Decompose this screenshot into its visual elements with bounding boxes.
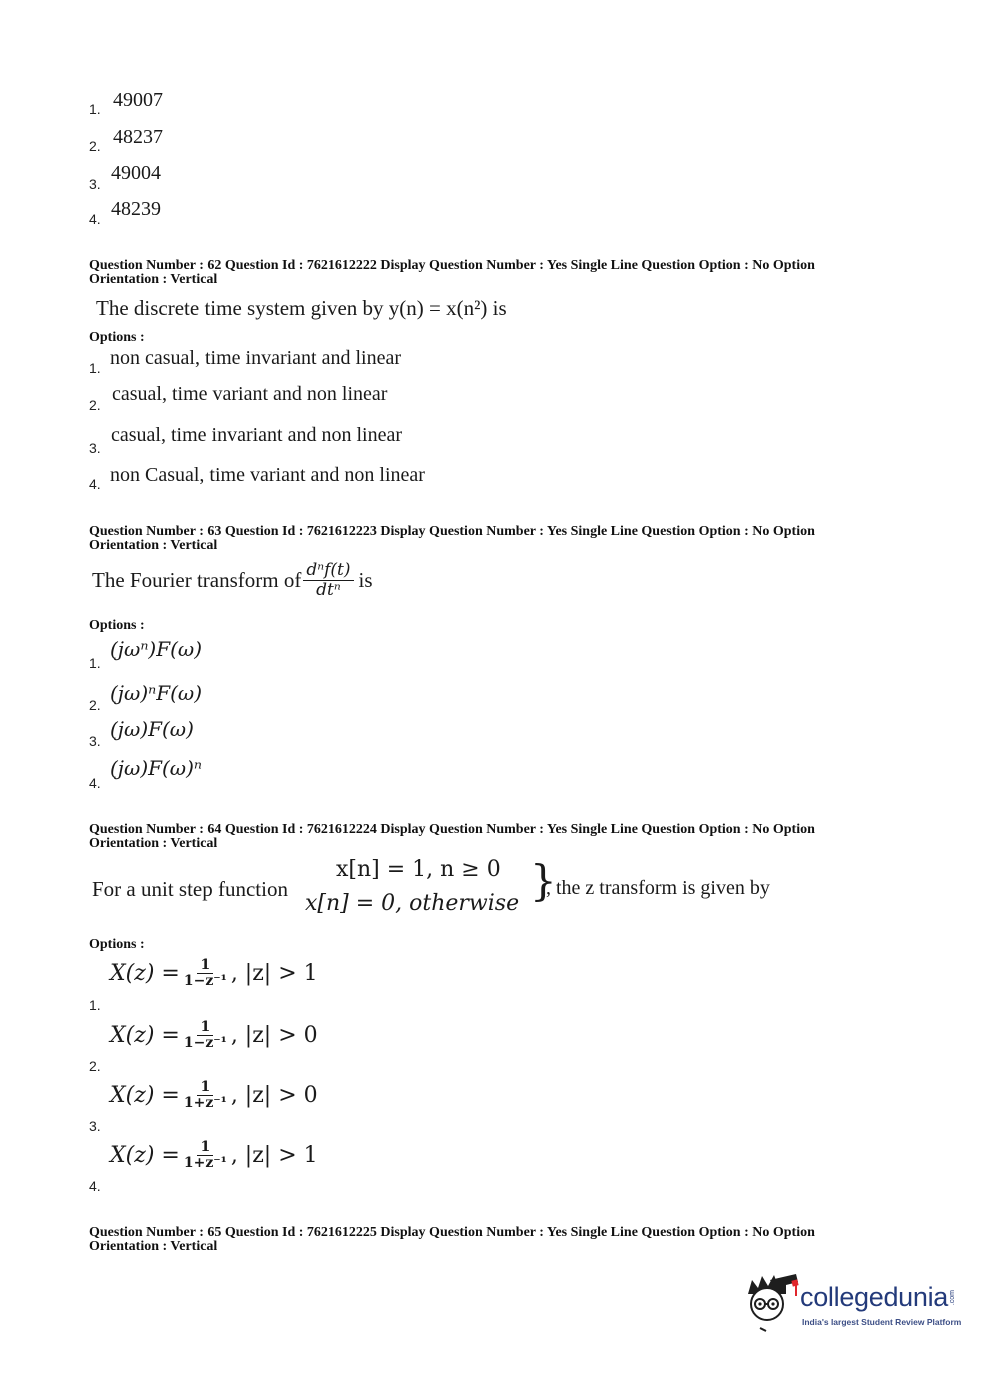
formula-rhs: , |z| > 0 — [230, 1083, 318, 1109]
formula-lhs: X(z) = — [110, 1143, 180, 1169]
logo-wordmark — [800, 1282, 956, 1313]
formula-rhs: , |z| > 1 — [230, 961, 318, 987]
question-text: The discrete time system given by y(n) = x(n²) is — [96, 296, 507, 320]
formula-lhs: X(z) = — [110, 961, 180, 987]
option-formula: (jω)F(ω) — [110, 717, 194, 741]
question-meta: Question Number : 63 Question Id : 7621612223 Display Question Number : Yes Single Line Question Option : No Option — [89, 524, 815, 539]
option-number: 3. — [89, 176, 101, 192]
student-mascot-icon — [742, 1272, 800, 1338]
option-number: 3. — [89, 733, 101, 749]
fraction-numerator: 1 — [197, 1140, 213, 1156]
option-number: 1. — [89, 101, 101, 117]
fraction-denominator: dtⁿ — [316, 579, 341, 600]
option-number: 4. — [89, 211, 101, 227]
options-label: Options : — [89, 937, 145, 952]
option-number: 2. — [89, 397, 101, 413]
question-text-pre: The Fourier transform of — [92, 567, 302, 592]
option-number: 4. — [89, 1178, 101, 1194]
fraction-numerator: 1 — [197, 1020, 213, 1036]
logo-tagline: India's largest Student Review Platform — [802, 1317, 962, 1327]
option-text: non casual, time invariant and linear — [110, 347, 402, 369]
question-text-post: , the z transform is given by — [546, 877, 770, 899]
formula-rhs: , |z| > 0 — [230, 1023, 318, 1049]
formula-fraction — [184, 1140, 227, 1172]
option-number: 3. — [89, 440, 101, 456]
question-meta: Question Number : 62 Question Id : 7621612222 Display Question Number : Yes Single Line Question Option : No Option — [89, 258, 815, 273]
option-text: casual, time invariant and non linear — [111, 424, 403, 446]
option-formula: (jω)ⁿF(ω) — [110, 681, 203, 705]
fraction-denominator: 1−z⁻¹ — [183, 973, 227, 990]
formula-rhs: , |z| > 1 — [230, 1143, 318, 1169]
option-number: 2. — [89, 138, 101, 154]
option-formula — [110, 1080, 318, 1112]
option-text: casual, time variant and non linear — [112, 383, 388, 405]
logo-tld: .com — [949, 1290, 957, 1306]
collegedunia-logo — [742, 1272, 972, 1338]
question-meta: Question Number : 64 Question Id : 7621612224 Display Question Number : Yes Single Line Question Option : No Option — [89, 822, 815, 837]
formula-fraction — [184, 958, 227, 990]
option-number: 2. — [89, 1058, 101, 1074]
option-text: non Casual, time variant and non linear — [110, 464, 425, 486]
fraction-numerator: 1 — [197, 958, 213, 974]
question-text-pre: For a unit step function — [92, 877, 288, 901]
option-formula — [110, 958, 318, 990]
option-formula — [110, 1020, 318, 1052]
option-text: 48237 — [113, 126, 163, 148]
formula-fraction — [184, 1080, 227, 1112]
option-number: 1. — [89, 655, 101, 671]
option-formula — [110, 1140, 318, 1172]
piecewise-case-1: x[n] = 1, n ≥ 0 — [336, 857, 501, 882]
fraction-numerator: dⁿf(t) — [303, 561, 353, 581]
derivative-fraction — [303, 561, 353, 599]
question-meta-orientation: Orientation : Vertical — [89, 538, 218, 553]
fraction-denominator: 1−z⁻¹ — [183, 1035, 227, 1052]
formula-lhs: X(z) = — [110, 1023, 180, 1049]
question-meta: Question Number : 65 Question Id : 7621612225 Display Question Number : Yes Single Line Question Option : No Option — [89, 1225, 815, 1240]
formula-lhs: X(z) = — [110, 1083, 180, 1109]
option-number: 3. — [89, 1118, 101, 1134]
options-label: Options : — [89, 618, 145, 633]
piecewise-case-2: x[n] = 0, otherwise — [305, 891, 520, 916]
option-text: 48239 — [111, 198, 161, 220]
option-formula: (jω)F(ω)ⁿ — [110, 756, 203, 780]
brace-icon: } — [530, 856, 557, 905]
fraction-denominator: 1+z⁻¹ — [183, 1095, 227, 1112]
options-label: Options : — [89, 330, 145, 345]
fraction-numerator: 1 — [197, 1080, 213, 1096]
option-number: 1. — [89, 997, 101, 1013]
option-number: 1. — [89, 360, 101, 376]
fraction-denominator: 1+z⁻¹ — [183, 1155, 227, 1172]
option-text: 49004 — [111, 162, 161, 184]
option-number: 2. — [89, 697, 101, 713]
question-meta-orientation: Orientation : Vertical — [89, 272, 218, 287]
option-text: 49007 — [113, 89, 163, 111]
question-text — [92, 561, 373, 599]
question-meta-orientation: Orientation : Vertical — [89, 836, 218, 851]
option-formula: (jωⁿ)F(ω) — [110, 637, 203, 661]
question-meta-orientation: Orientation : Vertical — [89, 1239, 218, 1254]
option-number: 4. — [89, 476, 101, 492]
formula-fraction — [184, 1020, 227, 1052]
logo-title: collegedunia — [800, 1282, 949, 1312]
question-text-post: is — [358, 567, 373, 592]
option-number: 4. — [89, 775, 101, 791]
